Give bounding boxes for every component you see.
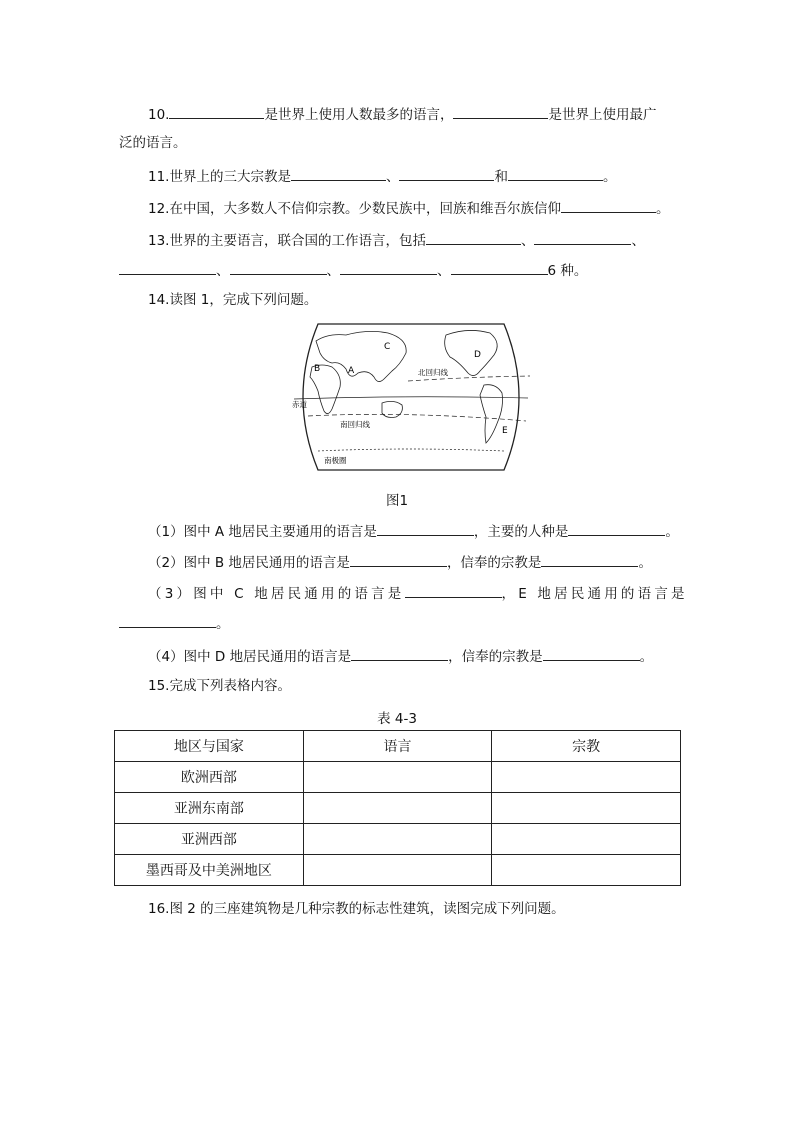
map-label-b: B: [314, 364, 321, 374]
answer-blank[interactable]: [119, 613, 216, 628]
table-row: [115, 855, 681, 886]
map-label-d: D: [474, 350, 481, 360]
question-14-1: （1）图中 A 地居民主要通用的语言是 ，主要的人种是 。: [148, 521, 679, 541]
language-cell[interactable]: [303, 762, 492, 793]
map-label-antarctic: 南极圈: [324, 456, 347, 465]
header-region: 地区与国家: [115, 731, 304, 762]
question-15: 15.完成下列表格内容。: [148, 678, 291, 694]
answer-blank[interactable]: [230, 260, 327, 275]
language-cell[interactable]: [303, 824, 492, 855]
question-10-cont: 泛的语言。: [119, 135, 187, 151]
answer-blank[interactable]: [169, 104, 264, 119]
answer-blank[interactable]: [453, 104, 548, 119]
question-12: 12.在中国，大多数人不信仰宗教。少数民族中，回族和维吾尔族信仰 。: [148, 198, 669, 218]
figure-1-caption: 图1: [385, 493, 409, 509]
answer-blank[interactable]: [543, 646, 640, 661]
answer-blank[interactable]: [399, 166, 494, 181]
answer-blank[interactable]: [568, 521, 665, 536]
language-cell[interactable]: [303, 855, 492, 886]
question-13-cont: 、 、 、 6 种。: [119, 260, 587, 280]
answer-blank[interactable]: [340, 260, 437, 275]
row-region: 亚洲西部: [115, 824, 304, 855]
table-header-row: [115, 731, 681, 762]
map-label-equator: 赤道: [292, 400, 307, 409]
map-label-e: E: [502, 426, 508, 436]
map-label-north-tropic: 北回归线: [418, 368, 448, 377]
header-religion: 宗教: [492, 731, 681, 762]
question-14-4: （4）图中 D 地居民通用的语言是 ，信奉的宗教是 。: [148, 646, 653, 666]
answer-blank[interactable]: [561, 198, 656, 213]
answer-blank[interactable]: [350, 552, 447, 567]
religion-cell[interactable]: [492, 793, 681, 824]
world-map: [288, 321, 534, 473]
question-11: 11.世界上的三大宗教是 、 和 。: [148, 166, 616, 186]
table-row: [115, 824, 681, 855]
language-religion-table: [114, 730, 681, 886]
answer-blank[interactable]: [541, 552, 638, 567]
question-14-3-cont: 。: [119, 613, 230, 633]
answer-blank[interactable]: [508, 166, 603, 181]
answer-blank[interactable]: [405, 583, 502, 598]
answer-blank[interactable]: [351, 646, 448, 661]
answer-blank[interactable]: [426, 230, 521, 245]
table-row: [115, 793, 681, 824]
question-14: 14.读图 1，完成下列问题。: [148, 292, 318, 308]
table-caption: 表 4-3: [377, 711, 417, 727]
religion-cell[interactable]: [492, 824, 681, 855]
table-row: [115, 762, 681, 793]
row-region: 欧洲西部: [115, 762, 304, 793]
answer-blank[interactable]: [451, 260, 548, 275]
answer-blank[interactable]: [377, 521, 474, 536]
row-region: 亚洲东南部: [115, 793, 304, 824]
question-14-3: （3）图中 C 地居民通用的语言是 ，E 地居民通用的语言是: [148, 583, 688, 603]
question-10: 10. 是世界上使用人数最多的语言， 是世界上使用最广: [148, 104, 656, 124]
religion-cell[interactable]: [492, 855, 681, 886]
question-14-2: （2）图中 B 地居民通用的语言是 ，信奉的宗教是 。: [148, 552, 652, 572]
answer-blank[interactable]: [119, 260, 216, 275]
map-label-c: C: [384, 342, 391, 352]
map-label-south-tropic: 南回归线: [340, 420, 370, 429]
header-language: 语言: [303, 731, 492, 762]
answer-blank[interactable]: [291, 166, 386, 181]
map-label-a: A: [348, 366, 355, 376]
answer-blank[interactable]: [534, 230, 631, 245]
religion-cell[interactable]: [492, 762, 681, 793]
question-13: 13.世界的主要语言，联合国的工作语言，包括 、 、: [148, 230, 645, 250]
question-16: 16.图 2 的三座建筑物是几种宗教的标志性建筑，读图完成下列问题。: [148, 901, 565, 917]
row-region: 墨西哥及中美洲地区: [115, 855, 304, 886]
language-cell[interactable]: [303, 793, 492, 824]
